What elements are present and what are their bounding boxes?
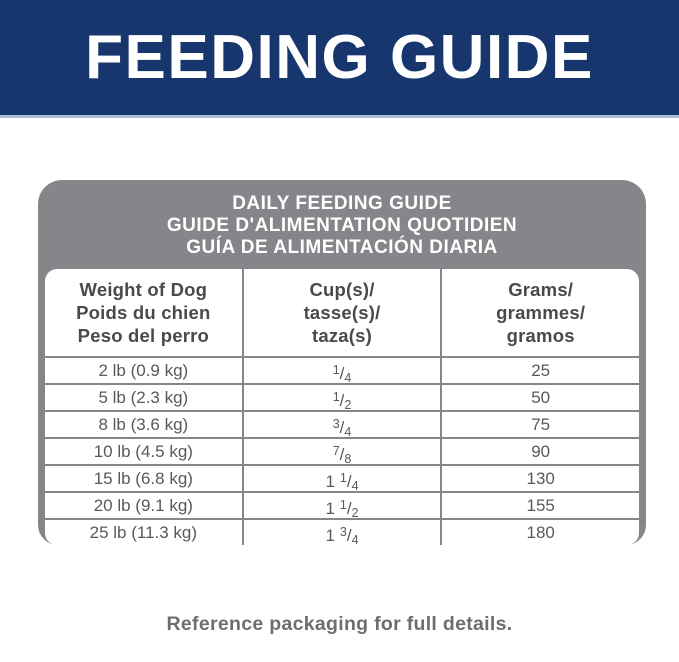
table-row [45,410,639,437]
fraction-slash: / [346,526,352,545]
column-header-line: Weight of Dog [79,279,208,300]
cups-denominator: 8 [344,452,352,466]
column-header-line: Poids du chien [76,302,211,323]
column-header-grams [440,269,639,356]
footer-note: Reference packaging for full details. [166,613,513,635]
fraction-slash: / [339,391,345,410]
guide-heading-line-english: DAILY FEEDING GUIDE [232,193,452,214]
cups-whole: 1 [325,472,335,491]
cups-denominator: 4 [344,425,352,439]
cups-numerator: 1 [339,498,347,512]
table-row [45,464,639,491]
column-header-line: grammes/ [496,302,586,323]
table-row [45,356,639,383]
column-header-line: Cup(s)/ [309,279,375,300]
cups-numerator: 7 [332,444,340,458]
weight-cell: 15 lb (6.8 kg) [93,469,193,488]
cups-cell [242,358,441,383]
column-header-line: tasse(s)/ [303,302,381,323]
column-header-weight [45,269,242,356]
weight-cell: 20 lb (9.1 kg) [93,496,193,515]
weight-cell: 5 lb (2.3 kg) [98,388,189,407]
cups-cell [242,520,441,545]
grams-cell: 90 [440,439,639,464]
guide-heading [38,180,646,269]
cups-numerator: 1 [332,390,340,404]
cups-whole: 1 [325,526,335,545]
cups-numerator: 3 [339,525,347,539]
feeding-table [45,269,639,545]
grams-cell: 25 [440,358,639,383]
column-header-cups [242,269,441,356]
guide-heading-line-french: GUIDE D'ALIMENTATION QUOTIDIEN [166,215,518,236]
weight-cell: 8 lb (3.6 kg) [98,415,189,434]
weight-cell: 10 lb (4.5 kg) [93,442,193,461]
cups-denominator: 4 [344,371,352,385]
column-header-line: Peso del perro [77,325,209,346]
fraction-slash: / [346,499,352,518]
table-header-row [45,269,639,356]
banner-title: FEEDING GUIDE [85,23,594,92]
footer-note-area [0,613,679,636]
feeding-guide-banner [0,0,679,118]
fraction-slash: / [346,472,352,491]
cups-cell [242,412,441,437]
table-row [45,491,639,518]
weight-cell: 25 lb (11.3 kg) [89,523,198,542]
table-row [45,437,639,464]
grams-cell: 155 [440,493,639,518]
cups-denominator: 2 [351,506,359,520]
cups-numerator: 1 [332,363,340,377]
table-row [45,383,639,410]
cups-whole: 1 [325,499,335,518]
cups-cell [242,385,441,410]
cups-cell [242,439,441,464]
grams-cell: 50 [440,385,639,410]
cups-numerator: 1 [339,471,347,485]
table-row [45,518,639,545]
guide-heading-line-spanish: GUÍA DE ALIMENTACIÓN DIARIA [186,237,498,258]
grams-cell: 75 [440,412,639,437]
fraction-slash: / [339,445,345,464]
cups-denominator: 2 [344,398,352,412]
weight-cell: 2 lb (0.9 kg) [98,361,189,380]
cups-cell [242,493,441,518]
cups-denominator: 4 [351,533,359,545]
feeding-guide-card [38,180,646,545]
grams-cell: 180 [440,520,639,545]
grams-cell: 130 [440,466,639,491]
column-header-line: Grams/ [508,279,574,300]
fraction-slash: / [339,364,345,383]
cups-numerator: 3 [332,417,340,431]
fraction-slash: / [339,418,345,437]
cups-cell [242,466,441,491]
column-header-line: taza(s) [312,325,372,346]
column-header-line: gramos [506,325,575,346]
cups-denominator: 4 [351,479,359,493]
